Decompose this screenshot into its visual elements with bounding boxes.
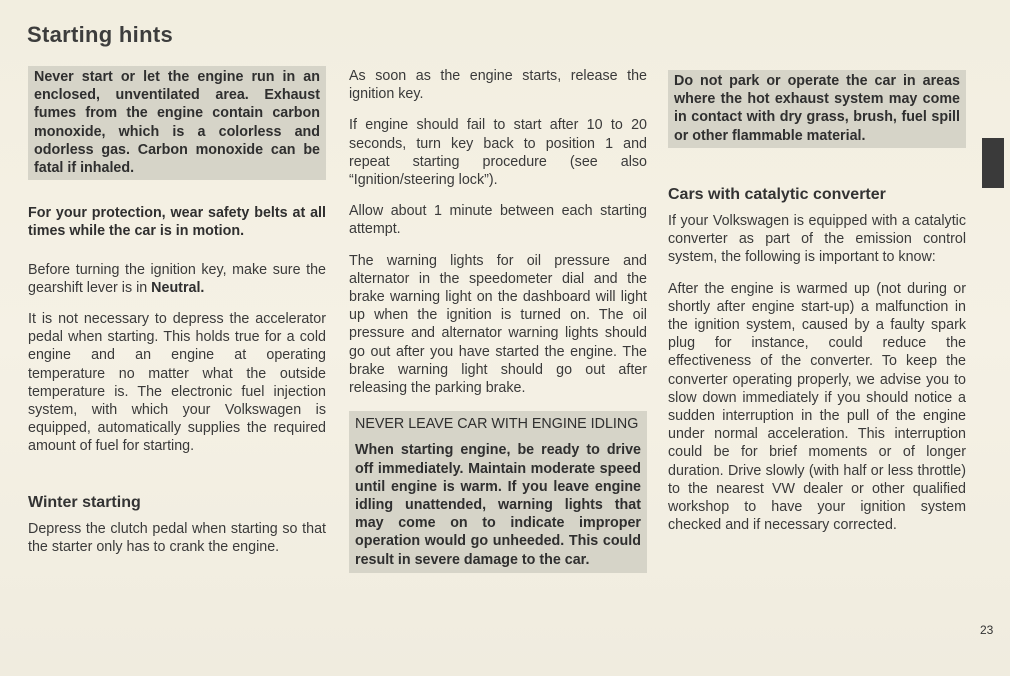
idling-warning-box (349, 411, 647, 573)
flammable-warning-box (668, 70, 966, 148)
gearshift-text: Before turning the ignition key, make sure the gearshift lever is in (28, 261, 326, 296)
catalytic-converter-heading: Cars with catalytic converter (668, 185, 886, 203)
section-tab-marker (982, 138, 1004, 188)
accelerator-paragraph: It is not necessary to depress the accelerator pedal when starting. This holds true for a cold engine and an engine at operating temperature no matter what the outside temperature is. The electronic fuel injection system, with which your Volkswagen is equipped, automatically supplies the required amount of fuel for starting. (28, 311, 326, 455)
column-middle (349, 67, 647, 573)
column-right (668, 70, 966, 547)
release-key-paragraph: As soon as the engine starts, release the ignition key. (349, 68, 647, 103)
winter-starting-text: Depress the clutch pedal when starting so that the starter only has to crank the engine. (28, 520, 326, 556)
idling-warning-text: When starting engine, be ready to drive off immediately. Maintain moderate speed until engine is warm. If you leave engine idling unattended, warning lights that may come on to indicate improper operation would go unheeded. This could result in severe damage to the car. (355, 442, 641, 568)
page-title: Starting hints (27, 22, 173, 47)
winter-starting-heading: Winter starting (28, 493, 141, 511)
exhaust-warning-box (28, 66, 326, 180)
neutral-text: Neutral. (151, 279, 205, 296)
idling-warning-heading: NEVER LEAVE CAR WITH ENGINE IDLING (355, 416, 639, 433)
catalytic-advice-paragraph: After the engine is warmed up (not during or shortly after engine start-up) a malfunction in the ignition system, caused by a faulty spark plug for instance, could reduce the effectiveness of the converter. To keep the converter operating properly, we advise you to slow down immediately if you should notice a sudden interruption in the pull of the engine under normal acceleration. This interruption could be for brief moments or of longer duration. Drive slowly (with half or less throttle) to the nearest VW dealer or other qualified workshop to have your ignition system checked and if necessary corrected. (668, 280, 966, 534)
page-number: 23 (980, 623, 994, 637)
flammable-warning-text: Do not park or operate the car in areas where the hot exhaust system may come in contact with dry grass, brush, fuel spill or other flammable material. (674, 73, 960, 144)
exhaust-warning-text: Never start or let the engine run in an enclosed, unventilated area. Exhaust fumes from the engine contain carbon monoxide, which is a colorless and odorless gas. Carbon monoxide can be fatal if inhaled. (34, 69, 320, 177)
fail-start-paragraph: If engine should fail to start after 10 to 20 seconds, turn key back to position 1 and repeat starting procedure (see also “Ignition/steering lock”). (349, 117, 647, 189)
catalytic-intro-paragraph: If your Volkswagen is equipped with a catalytic converter as part of the emission control system, the following is important to know: (668, 213, 966, 266)
allow-minute-paragraph: Allow about 1 minute between each starting attempt. (349, 203, 647, 238)
warning-lights-paragraph: The warning lights for oil pressure and alternator in the speedometer dial and the brake warning light on the dashboard will light up when the ignition is turned on. The oil pressure and alternator warning lights should go out after you have started the engine. The brake warning light should go out after releasing the parking brake. (349, 252, 647, 397)
gearshift-paragraph (28, 261, 326, 297)
safety-belt-note: For your protection, wear safety belts at all times while the car is in motion. (28, 205, 326, 240)
column-left (28, 66, 326, 569)
